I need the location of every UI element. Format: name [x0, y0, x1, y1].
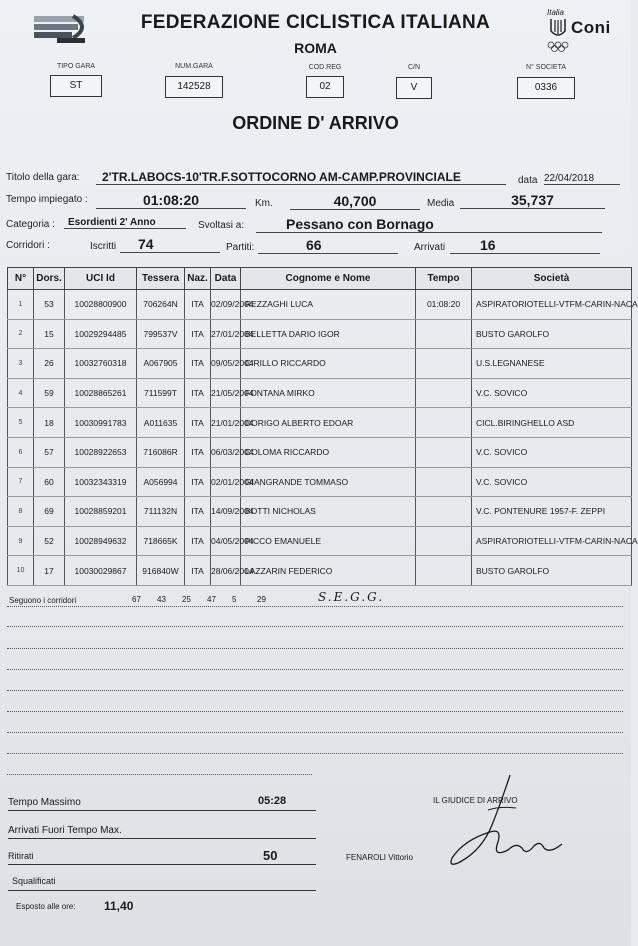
cell-societa: ASPIRATORIOTELLI-VTFM-CARIN-NACA [472, 290, 632, 320]
cell-tessera: 711599T [137, 378, 185, 408]
cell-tessera: 711132N [137, 497, 185, 527]
col-header-naz: Naz. [185, 268, 211, 290]
cell-tempo [416, 556, 472, 586]
category-label: Categoria : [6, 219, 55, 230]
arrived-label: Arrivati [414, 242, 446, 253]
col-header-nome: Cognome e Nome [241, 268, 416, 290]
squalificati-label: Squalificati [12, 876, 56, 886]
cell-tessera: 916840W [137, 556, 185, 586]
cell-dors: 17 [34, 556, 65, 586]
cell-data: 04/05/2004 [211, 526, 241, 556]
esposto-value: 11,40 [104, 899, 134, 913]
col-header-uci: UCI Id [65, 268, 137, 290]
cell-data: 14/09/2004 [211, 497, 241, 527]
following-number: 43 [157, 595, 166, 604]
cell-tempo [416, 349, 472, 379]
cell-uci: 10030029867 [65, 556, 137, 586]
table-row [8, 349, 632, 379]
following-label: Seguono i corridori [9, 596, 77, 605]
cell-nome: GIANGRANDE TOMMASO [241, 467, 416, 497]
tempo-massimo-label: Tempo Massimo [8, 797, 81, 808]
cell-tessera: 718665K [137, 526, 185, 556]
dotted-line [7, 774, 312, 775]
table-row [8, 290, 632, 320]
signature-icon [430, 770, 590, 880]
race-title-label: Titolo della gara: [6, 172, 80, 183]
cell-tempo [416, 437, 472, 467]
location-label: Svoltasi a: [198, 220, 245, 231]
cell-dors: 18 [34, 408, 65, 438]
cell-nome: CIRILLO RICCARDO [241, 349, 416, 379]
registered-label: Iscritti [90, 241, 117, 252]
time-label: Tempo impiegato : [6, 194, 88, 205]
col-header-tessera: Tessera [137, 268, 185, 290]
media-value: 35,737 [460, 192, 605, 209]
cell-uci: 10028865261 [65, 378, 137, 408]
coni-italia-text: Italia [547, 8, 564, 17]
cell-nome: BELLETTA DARIO IGOR [241, 319, 416, 349]
started-value: 66 [258, 237, 398, 254]
results-body [8, 290, 638, 586]
following-number: 5 [232, 595, 237, 604]
table-row [8, 526, 632, 556]
footer-line [8, 890, 316, 891]
category-value: Esordienti 2' Anno [64, 217, 186, 229]
cod-reg-label: COD.REG [308, 64, 342, 71]
cell-naz: ITA [185, 408, 211, 438]
cell-tempo [416, 526, 472, 556]
cell-naz: ITA [185, 556, 211, 586]
cell-nome: COLOMA RICCARDO [241, 437, 416, 467]
cell-data: 09/05/2004 [211, 349, 241, 379]
cell-pos: 8 [8, 497, 34, 527]
following-number: 25 [182, 595, 191, 604]
started-label: Partiti: [226, 242, 255, 253]
handwritten-note: S.E.G.G. [318, 590, 385, 604]
coni-brand-text: Coni [571, 18, 611, 37]
cell-societa: V.C. SOVICO [472, 378, 632, 408]
cell-data: 06/03/2004 [211, 437, 241, 467]
num-gara-value: 142528 [165, 76, 223, 98]
esposto-label: Esposto alle ore: [16, 902, 76, 911]
cell-dors: 15 [34, 319, 65, 349]
cell-societa: V.C. SOVICO [472, 467, 632, 497]
cell-naz: ITA [185, 319, 211, 349]
cell-data: 02/01/2004 [211, 467, 241, 497]
tempo-massimo-value: 05:28 [258, 795, 287, 807]
cell-dors: 57 [34, 437, 65, 467]
olympic-rings-icon [547, 41, 569, 53]
cell-tessera: 716086R [137, 437, 185, 467]
cell-tempo [416, 467, 472, 497]
cell-tempo [416, 319, 472, 349]
tipo-gara-value: ST [50, 75, 102, 97]
cell-naz: ITA [185, 467, 211, 497]
cn-label: C/N [407, 64, 421, 71]
giudice-label: IL GIUDICE DI ARRIVO [433, 796, 518, 805]
cod-reg-value: 02 [306, 76, 344, 98]
cell-tempo [416, 408, 472, 438]
col-header-data: Data [211, 268, 241, 290]
cell-tessera: A067905 [137, 349, 185, 379]
cell-naz: ITA [185, 526, 211, 556]
federation-title: FEDERAZIONE CICLISTICA ITALIANA [140, 12, 491, 33]
cell-tessera: 706264N [137, 290, 185, 320]
cell-nome: PICCO EMANUELE [241, 526, 416, 556]
arrived-value: 16 [450, 237, 600, 254]
cell-uci: 10028800900 [65, 290, 137, 320]
cell-pos: 2 [8, 319, 34, 349]
cell-societa: ASPIRATORIOTELLI-VTFM-CARIN-NACA [472, 526, 632, 556]
cell-tempo [416, 378, 472, 408]
registered-value: 74 [120, 236, 220, 253]
table-row [8, 408, 632, 438]
cell-uci: 10028949632 [65, 526, 137, 556]
cell-pos: 9 [8, 526, 34, 556]
table-row [8, 467, 632, 497]
cell-nome: FONTANA MIRKO [241, 378, 416, 408]
num-societa-value: 0336 [517, 77, 575, 99]
cell-dors: 52 [34, 526, 65, 556]
cell-naz: ITA [185, 290, 211, 320]
cell-uci: 10028859201 [65, 497, 137, 527]
location-value: Pessano con Bornago [256, 216, 602, 233]
cn-value: V [396, 77, 432, 99]
cell-uci: 10029294485 [65, 319, 137, 349]
cell-tempo [416, 497, 472, 527]
dotted-line [7, 732, 623, 733]
coni-emblem-icon [547, 17, 569, 39]
cell-dors: 26 [34, 349, 65, 379]
cell-nome: DORIGO ALBERTO EDOAR [241, 408, 416, 438]
col-header-pos: N° [8, 268, 34, 290]
cell-pos: 7 [8, 467, 34, 497]
footer-line [8, 864, 316, 865]
cell-dors: 53 [34, 290, 65, 320]
cell-societa: U.S.LEGNANESE [472, 349, 632, 379]
dotted-line [7, 626, 623, 627]
cell-nome: REZZAGHI LUCA [241, 290, 416, 320]
media-label: Media [427, 198, 455, 209]
tipo-gara-label: TIPO GARA [56, 63, 96, 70]
table-row [8, 319, 632, 349]
cell-uci: 10032343319 [65, 467, 137, 497]
cell-data: 21/05/2004 [211, 378, 241, 408]
cell-data: 27/01/2004 [211, 319, 241, 349]
dotted-line [7, 690, 623, 691]
city-subtitle: ROMA [294, 40, 337, 56]
results-table [7, 267, 638, 586]
cell-pos: 5 [8, 408, 34, 438]
fuori-tempo-label: Arrivati Fuori Tempo Max. [8, 825, 122, 836]
following-numbers [132, 595, 282, 604]
km-label: Km. [255, 198, 273, 209]
race-title-text: 2'TR.LABOCS-10'TR.F.SOTTOCORNO AM-CAMP.PROVINCIALE [102, 170, 461, 184]
dotted-line [7, 606, 623, 607]
num-gara-label: NUM.GARA [175, 63, 213, 70]
cell-tessera: A011635 [137, 408, 185, 438]
cell-nome: BOTTI NICHOLAS [241, 497, 416, 527]
dotted-line [7, 711, 623, 712]
dotted-line [7, 648, 623, 649]
cell-societa: V.C. PONTENURE 1957-F. ZEPPI [472, 497, 632, 527]
table-row [8, 378, 632, 408]
cell-pos: 3 [8, 349, 34, 379]
km-value: 40,700 [290, 193, 420, 210]
coni-logo [545, 8, 615, 54]
table-row [8, 437, 632, 467]
cell-societa: BUSTO GAROLFO [472, 556, 632, 586]
col-header-dors: Dors. [34, 268, 65, 290]
cell-tessera: 799537V [137, 319, 185, 349]
table-header-row [8, 268, 632, 290]
col-header-societa: Società [472, 268, 632, 290]
footer-line [8, 838, 316, 839]
cell-pos: 1 [8, 290, 34, 320]
ritirati-label: Ritirati [8, 851, 34, 861]
footer-line [8, 810, 316, 811]
time-value: 01:08:20 [96, 192, 246, 209]
cell-naz: ITA [185, 497, 211, 527]
ritirati-value: 50 [263, 848, 278, 863]
cell-data: 21/01/2004 [211, 408, 241, 438]
cell-tempo: 01:08:20 [416, 290, 472, 320]
riders-label: Corridori : [6, 240, 50, 251]
cell-societa: V.C. SOVICO [472, 437, 632, 467]
cell-uci: 10028922653 [65, 437, 137, 467]
cell-uci: 10030991783 [65, 408, 137, 438]
following-number: 67 [132, 595, 141, 604]
following-number: 47 [207, 595, 216, 604]
cell-dors: 60 [34, 467, 65, 497]
following-number: 29 [257, 595, 266, 604]
giudice-name: FENAROLI Vittorio [346, 853, 413, 862]
cell-naz: ITA [185, 437, 211, 467]
cell-data: 02/09/2004 [211, 290, 241, 320]
race-title-value [96, 170, 506, 185]
document-title: ORDINE D' ARRIVO [232, 113, 399, 133]
cell-data: 28/06/2004 [211, 556, 241, 586]
table-row [8, 497, 632, 527]
cell-societa: CICL.BIRINGHELLO ASD [472, 408, 632, 438]
cell-societa: BUSTO GAROLFO [472, 319, 632, 349]
date-label: data [518, 175, 538, 186]
cell-pos: 10 [8, 556, 34, 586]
table-row [8, 556, 632, 586]
cell-pos: 4 [8, 378, 34, 408]
col-header-tempo: Tempo [416, 268, 472, 290]
cell-uci: 10032760318 [65, 349, 137, 379]
cell-dors: 59 [34, 378, 65, 408]
date-value: 22/04/2018 [544, 173, 620, 185]
cell-pos: 6 [8, 437, 34, 467]
dotted-line [7, 753, 623, 754]
dotted-line [7, 669, 623, 670]
cell-naz: ITA [185, 378, 211, 408]
cell-nome: LAZZARIN FEDERICO [241, 556, 416, 586]
cell-tessera: A056994 [137, 467, 185, 497]
cell-naz: ITA [185, 349, 211, 379]
cell-dors: 69 [34, 497, 65, 527]
num-societa-label: N° SOCIETA [525, 64, 566, 71]
